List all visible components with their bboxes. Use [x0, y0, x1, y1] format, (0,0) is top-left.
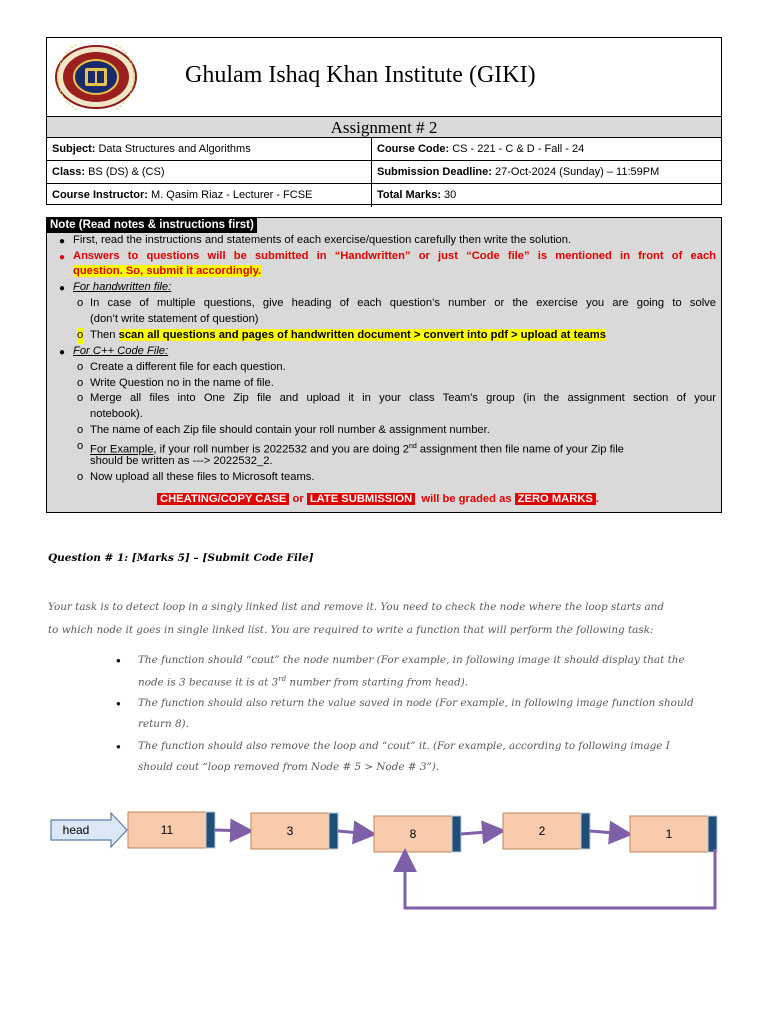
info-row — [47, 161, 721, 184]
circle-bullet-icon: o — [77, 328, 83, 344]
bullet-icon: ● — [59, 283, 66, 294]
task-bullet-remove-loop: The function should also remove the loop and “cout” it. (For example, according to following image I — [138, 740, 670, 752]
example-sup: nd — [409, 443, 417, 450]
scan-prefix: Then — [90, 329, 119, 341]
deadline-value: 27-Oct-2024 (Sunday) – 11:59PM — [494, 166, 660, 178]
task-bullet-remove-loop-cont: should cout “loop removed from Node # 5 > Node # 3”). — [138, 761, 440, 773]
institute-name: Ghulam Ishaq Khan Institute (GIKI) — [185, 62, 536, 88]
circle-bullet-icon: o — [77, 392, 84, 404]
late-tag: LATE SUBMISSION — [307, 493, 415, 505]
handwritten-heading: For handwritten file: — [73, 281, 172, 293]
node-value: 3 — [286, 824, 294, 838]
question-text: Your task is to detect loop in a singly linked list and remove it. You need to check the node where the loop starts and — [48, 601, 664, 613]
node-pointer — [206, 812, 215, 848]
zero-marks-tag: ZERO MARKS — [515, 493, 596, 505]
warning-graded: will be graded as — [415, 493, 515, 505]
warning-dot: . — [595, 493, 599, 505]
subject-value: Data Structures and Algorithms — [98, 143, 251, 155]
bullet-icon: ● — [59, 252, 66, 263]
task-text: node is 3 because it is at 3 — [138, 676, 279, 689]
task-bullet-return-value-cont: return 8). — [138, 718, 189, 730]
question-title: Question # 1: [Marks 5] – [Submit Code File] — [48, 552, 314, 564]
cpp-item-example-cont: should be written as ---> 2022532_2. — [90, 455, 273, 467]
task-text-end: number from starting from head). — [286, 676, 469, 689]
class-value: BS (DS) & (CS) — [88, 166, 165, 178]
course-code-value: CS - 221 - C & D - Fall - 24 — [452, 143, 585, 155]
cpp-item: Merge all files into One Zip file and upload it in your class Team’s group (in the assignment section of your — [90, 392, 716, 404]
circle-bullet-icon: o — [77, 297, 84, 309]
bullet-icon: ● — [59, 347, 66, 358]
subject-cell — [47, 138, 372, 160]
cpp-item-cont: notebook). — [90, 408, 143, 420]
next-arrow — [215, 830, 248, 831]
node-value: 8 — [409, 827, 417, 841]
class-label: Class: — [52, 166, 86, 178]
bullet-icon: ● — [116, 742, 121, 751]
warning-or: or — [289, 493, 307, 505]
cpp-item: The name of each Zip file should contain your roll number & assignment number. — [90, 424, 490, 436]
notes-heading: Note (Read notes & instructions first) — [47, 218, 257, 233]
deadline-cell — [372, 161, 721, 183]
circle-bullet-icon: o — [77, 440, 84, 452]
assignment-title: Assignment # 2 — [47, 117, 721, 138]
head-label: head — [62, 823, 90, 837]
info-row — [47, 184, 721, 207]
instructor-value: M. Qasim Riaz - Lecturer - FCSE — [151, 189, 313, 201]
circle-bullet-icon: o — [77, 424, 84, 436]
node-pointer — [708, 816, 717, 852]
next-arrow — [461, 831, 500, 834]
example-label: For Example — [90, 443, 154, 456]
assignment-header-table — [46, 37, 722, 205]
node-value: 2 — [538, 824, 546, 838]
cpp-heading: For C++ Code File: — [73, 345, 169, 357]
warning-line — [157, 492, 599, 508]
list-node — [128, 812, 215, 848]
deadline-label: Submission Deadline: — [377, 166, 492, 178]
bullet-icon: ● — [59, 236, 66, 247]
node-value: 11 — [160, 823, 174, 837]
total-marks-label: Total Marks: — [377, 189, 441, 201]
notes-box — [46, 217, 722, 513]
node-value: 1 — [665, 827, 673, 841]
submission-type-highlight: question. So, submit it accordingly. — [73, 265, 262, 277]
linked-list-diagram — [0, 800, 768, 920]
node-pointer — [329, 813, 338, 849]
next-arrow — [338, 831, 371, 834]
task-bullet-cout-node-cont — [138, 675, 468, 688]
course-code-cell — [372, 138, 721, 160]
hw-item-scan — [90, 328, 606, 344]
class-cell — [47, 161, 372, 183]
hw-item-heading: In case of multiple questions, give heading of each question’s number or the exercise you are going to solve — [90, 297, 716, 309]
task-bullet-return-value: The function should also return the value saved in node (For example, in following image function should — [138, 697, 694, 709]
next-arrow — [590, 831, 627, 834]
example-text-end: assignment then file name of your Zip file — [416, 443, 624, 456]
question-text-cont: to which node it goes in single linked list. You are required to write a function that will perform the following task: — [48, 624, 654, 636]
circle-bullet-icon: o — [77, 377, 84, 389]
task-sup: rd — [278, 675, 287, 683]
subject-label: Subject: — [52, 143, 96, 155]
list-node — [503, 813, 590, 849]
cheating-tag: CHEATING/COPY CASE — [157, 493, 289, 505]
head-pointer — [51, 813, 127, 847]
course-code-label: Course Code: — [377, 143, 450, 155]
note-item-submission-type-cont — [73, 264, 261, 280]
cpp-item: Now upload all these files to Microsoft teams. — [90, 471, 315, 483]
circle-bullet-icon: o — [77, 471, 84, 483]
info-row — [47, 138, 721, 161]
hw-item-heading-cont: (don’t write statement of question) — [90, 313, 259, 325]
node-pointer — [581, 813, 590, 849]
list-node — [251, 813, 338, 849]
bullet-icon: ● — [116, 656, 121, 665]
total-marks-value: 30 — [444, 189, 457, 201]
example-text: , if your roll number is 2022532 and you are doing 2 — [153, 443, 410, 456]
list-node — [630, 816, 717, 852]
total-marks-cell — [372, 184, 721, 207]
loop-back-arrow — [405, 849, 715, 908]
note-item-submission-type: Answers to questions will be submitted in “Handwritten” or just “Code file” is mentioned in front of each — [73, 250, 716, 262]
node-pointer — [452, 816, 461, 852]
bullet-icon: ● — [116, 699, 121, 708]
header-title-row — [47, 38, 721, 117]
circle-bullet-icon: o — [77, 361, 84, 373]
scan-highlight: scan all questions and pages of handwritten document > convert into pdf > upload at teams — [118, 329, 606, 341]
cpp-item: Write Question no in the name of file. — [90, 377, 274, 389]
giki-logo-icon — [54, 44, 138, 110]
instructor-label: Course Instructor: — [52, 189, 148, 201]
instructor-cell — [47, 184, 372, 207]
cpp-item: Create a different file for each question. — [90, 361, 286, 373]
list-node — [374, 816, 461, 852]
task-bullet-cout-node: The function should “cout” the node number (For example, in following image it should display that the — [138, 654, 685, 666]
note-item-read-first: First, read the instructions and statements of each exercise/question carefully then write the solution. — [73, 234, 572, 246]
